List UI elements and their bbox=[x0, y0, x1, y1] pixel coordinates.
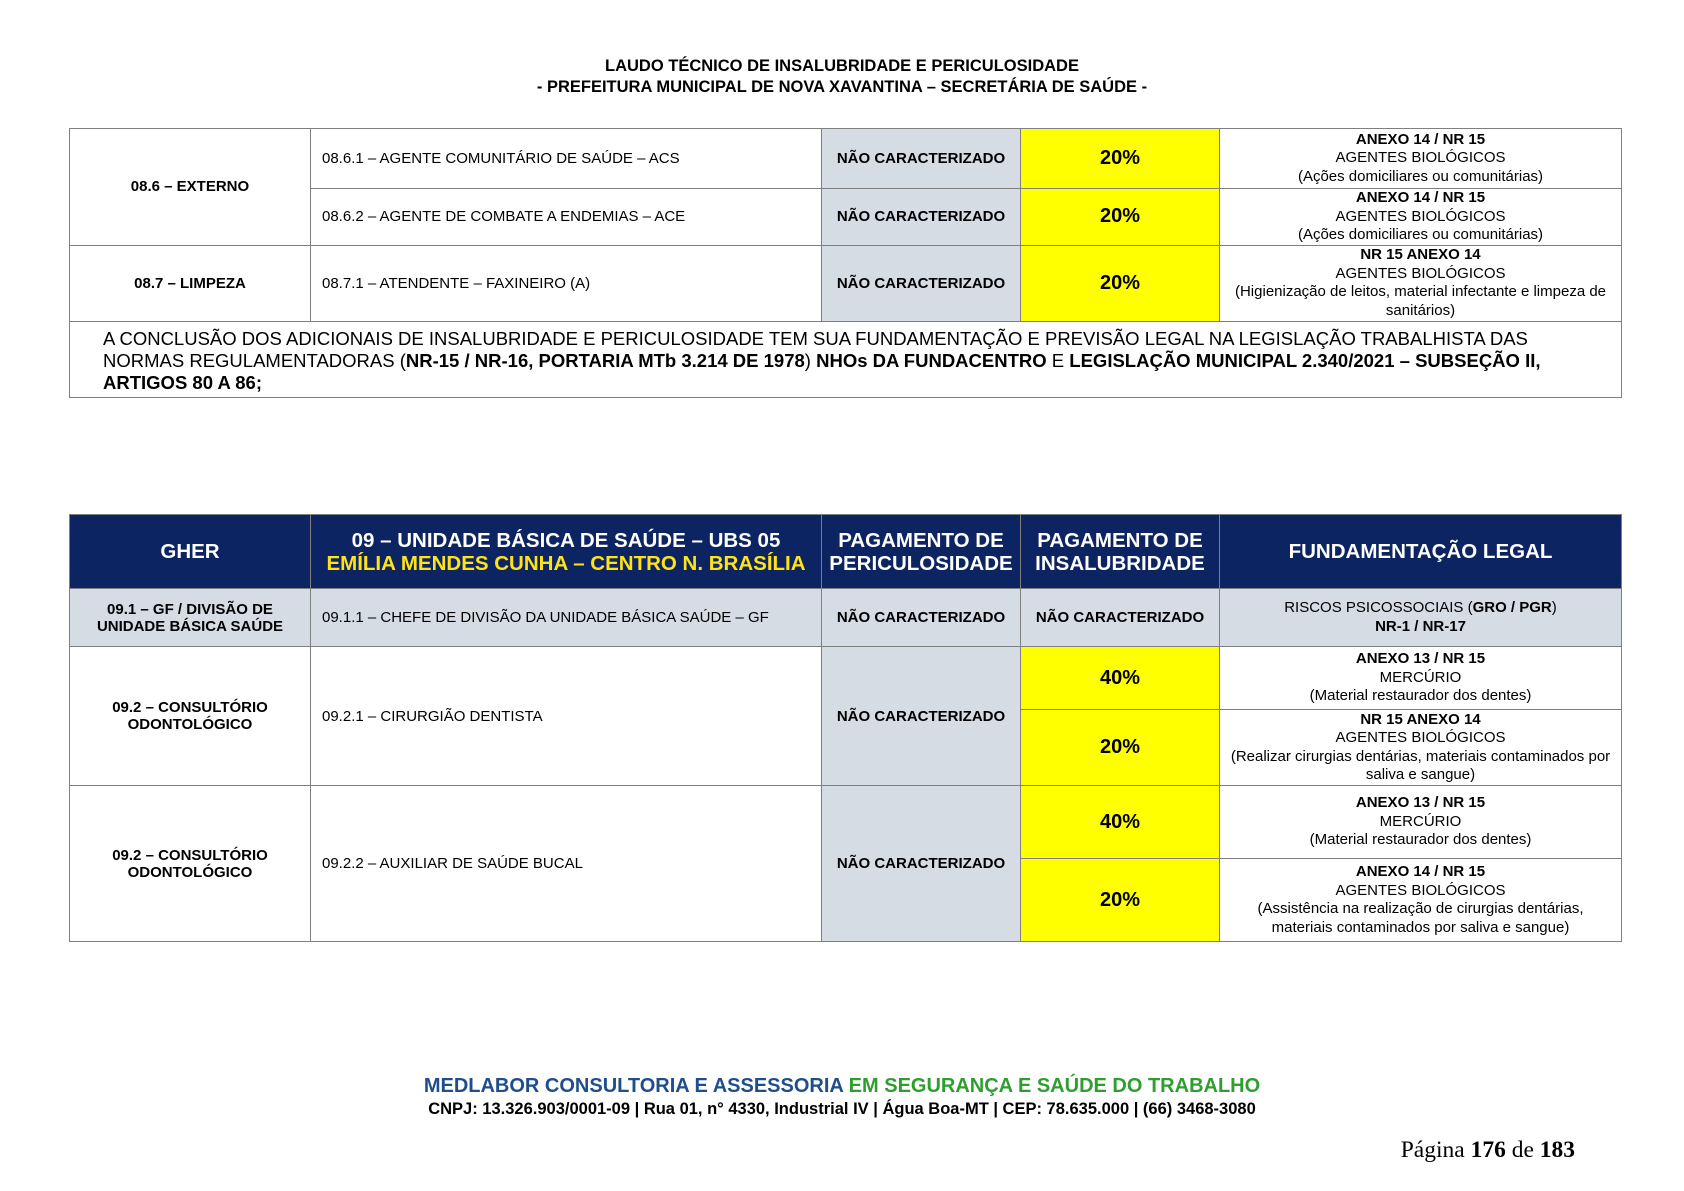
conclusion-part: E bbox=[1046, 349, 1070, 371]
insalubridade-cell: 20% bbox=[1021, 710, 1220, 786]
legal-line: AGENTES BIOLÓGICOS bbox=[1335, 149, 1506, 167]
insalubridade-cell: 20% bbox=[1021, 859, 1220, 942]
legal-line: AGENTES BIOLÓGICOS bbox=[1335, 207, 1506, 225]
document-footer bbox=[0, 1074, 1684, 1120]
periculosidade-cell: NÃO CARACTERIZADO bbox=[822, 786, 1021, 942]
page-separator: de bbox=[1511, 1137, 1534, 1163]
legal-cell bbox=[1220, 786, 1622, 859]
gher-cell: 08.7 – LIMPEZA bbox=[70, 245, 311, 321]
legal-cell bbox=[1220, 710, 1622, 786]
footer-company-area: EM SEGURANÇA E SAÚDE DO TRABALHO bbox=[848, 1075, 1261, 1097]
legal-cell bbox=[1220, 189, 1622, 246]
gher-cell: 09.1 – GF / DIVISÃO DE UNIDADE BÁSICA SAÚDE bbox=[70, 589, 311, 647]
gher-cell: 09.2 – CONSULTÓRIO ODONTOLÓGICO bbox=[70, 647, 311, 786]
col-header-periculosidade: PAGAMENTO DE PERICULOSIDADE bbox=[822, 515, 1021, 589]
legal-bold: ANEXO 14 / NR 15 bbox=[1355, 863, 1486, 880]
legal-line: (Higienização de leitos, material infectante e limpeza de sanitários) bbox=[1234, 283, 1607, 319]
funcao-cell: 08.6.2 – AGENTE DE COMBATE A ENDEMIAS – ACE bbox=[311, 189, 822, 246]
gher-cell: 08.6 – EXTERNO bbox=[70, 129, 311, 246]
table-row bbox=[70, 589, 1622, 647]
conclusion-bold: NR-15 / NR-16, PORTARIA MTb 3.214 DE 1978 bbox=[405, 349, 805, 371]
col-header-legal: FUNDAMENTAÇÃO LEGAL bbox=[1220, 515, 1622, 589]
legal-cell bbox=[1220, 647, 1622, 710]
page-current: 176 bbox=[1470, 1137, 1506, 1163]
conclusion-text bbox=[70, 321, 1622, 397]
legal-part: ) bbox=[1551, 599, 1557, 616]
legal-line: (Ações domiciliares ou comunitárias) bbox=[1297, 226, 1544, 243]
legal-line: MERCÚRIO bbox=[1379, 668, 1462, 686]
header-subtitle: - PREFEITURA MUNICIPAL DE NOVA XAVANTINA – SECRETÁRIA DE SAÚDE - bbox=[536, 78, 1148, 96]
legal-cell bbox=[1220, 245, 1622, 321]
page-label: Página bbox=[1400, 1137, 1465, 1163]
footer-company bbox=[0, 1074, 1684, 1098]
legal-line bbox=[1226, 599, 1615, 618]
legal-bold: NR 15 ANEXO 14 bbox=[1360, 246, 1481, 263]
unit-title: 09 – UNIDADE BÁSICA DE SAÚDE – UBS 05 bbox=[351, 528, 781, 552]
page-number bbox=[1401, 1137, 1575, 1164]
legal-part: RISCOS PSICOSSOCIAIS ( bbox=[1284, 599, 1473, 616]
header-title: LAUDO TÉCNICO DE INSALUBRIDADE E PERICULOSIDADE bbox=[605, 57, 1079, 75]
insalubridade-cell: NÃO CARACTERIZADO bbox=[1021, 589, 1220, 647]
legal-line: AGENTES BIOLÓGICOS bbox=[1335, 729, 1506, 746]
col-header-unit bbox=[311, 515, 822, 589]
legal-cell bbox=[1220, 859, 1622, 942]
funcao-cell: 09.1.1 – CHEFE DE DIVISÃO DA UNIDADE BÁSICA SAÚDE – GF bbox=[311, 589, 822, 647]
table-row bbox=[70, 786, 1622, 859]
col-header-insalubridade: PAGAMENTO DE INSALUBRIDADE bbox=[1021, 515, 1220, 589]
table-row bbox=[70, 129, 1622, 189]
insalubridade-cell: 40% bbox=[1021, 786, 1220, 859]
page-total: 183 bbox=[1539, 1137, 1575, 1163]
legal-cell bbox=[1220, 589, 1622, 647]
conclusion-bold: NHOs DA FUNDACENTRO bbox=[816, 349, 1047, 371]
periculosidade-cell: NÃO CARACTERIZADO bbox=[822, 589, 1021, 647]
funcao-cell: 08.6.1 – AGENTE COMUNITÁRIO DE SAÚDE – ACS bbox=[311, 129, 822, 189]
footer-company-name: MEDLABOR CONSULTORIA E ASSESSORIA bbox=[423, 1075, 844, 1097]
funcao-cell: 09.2.2 – AUXILIAR DE SAÚDE BUCAL bbox=[311, 786, 822, 942]
col-header-gher: GHER bbox=[70, 515, 311, 589]
legal-bold: ANEXO 14 / NR 15 bbox=[1355, 130, 1486, 148]
table-ubs-05 bbox=[69, 514, 1622, 942]
table-row bbox=[70, 647, 1622, 710]
conclusion-part: ) bbox=[804, 349, 817, 371]
periculosidade-cell: NÃO CARACTERIZADO bbox=[822, 647, 1021, 786]
legal-bold: ANEXO 14 / NR 15 bbox=[1355, 189, 1486, 206]
legal-bold: NR-1 / NR-17 bbox=[1375, 617, 1466, 635]
legal-line: (Realizar cirurgias dentárias, materiais contaminados por saliva e sangue) bbox=[1230, 747, 1611, 783]
insalubridade-cell: 20% bbox=[1021, 245, 1220, 321]
legal-line: MERCÚRIO bbox=[1379, 812, 1462, 830]
insalubridade-cell: 20% bbox=[1021, 129, 1220, 189]
legal-line: (Assistência na realização de cirurgias dentárias, materiais contaminados por saliva e sangue) bbox=[1257, 900, 1584, 936]
legal-bold: ANEXO 13 / NR 15 bbox=[1355, 650, 1486, 668]
document-header bbox=[0, 56, 1684, 98]
legal-line: (Ações domiciliares ou comunitárias) bbox=[1297, 167, 1544, 185]
insalubridade-cell: 20% bbox=[1021, 189, 1220, 246]
footer-address: CNPJ: 13.326.903/0001-09 | Rua 01, n° 4330, Industrial IV | Água Boa-MT | CEP: 78.635.000 | (66) 3468-3080 bbox=[428, 1100, 1256, 1118]
table-row bbox=[70, 245, 1622, 321]
legal-bold: GRO / PGR bbox=[1472, 599, 1552, 616]
legal-line: (Material restaurador dos dentes) bbox=[1309, 831, 1532, 849]
legal-bold: NR 15 ANEXO 14 bbox=[1360, 710, 1481, 728]
periculosidade-cell: NÃO CARACTERIZADO bbox=[822, 129, 1021, 189]
table-externo-limpeza bbox=[69, 128, 1622, 398]
periculosidade-cell: NÃO CARACTERIZADO bbox=[822, 245, 1021, 321]
legal-line: AGENTES BIOLÓGICOS bbox=[1335, 881, 1506, 899]
legal-line: (Material restaurador dos dentes) bbox=[1309, 687, 1532, 705]
legal-bold: ANEXO 13 / NR 15 bbox=[1355, 794, 1486, 812]
funcao-cell: 08.7.1 – ATENDENTE – FAXINEIRO (A) bbox=[311, 245, 822, 321]
conclusion-bold: LEGISLAÇÃO MUNICIPAL 2.340/2021 – SUBSEÇÃO II, ARTIGOS 80 A 86; bbox=[103, 349, 1541, 393]
funcao-cell: 09.2.1 – CIRURGIÃO DENTISTA bbox=[311, 647, 822, 786]
unit-subtitle: EMÍLIA MENDES CUNHA – CENTRO N. BRASÍLIA bbox=[326, 551, 806, 575]
conclusion-row bbox=[70, 321, 1622, 397]
gher-cell: 09.2 – CONSULTÓRIO ODONTOLÓGICO bbox=[70, 786, 311, 942]
insalubridade-cell: 40% bbox=[1021, 647, 1220, 710]
periculosidade-cell: NÃO CARACTERIZADO bbox=[822, 189, 1021, 246]
header-row bbox=[70, 515, 1622, 589]
legal-cell bbox=[1220, 129, 1622, 189]
legal-line: AGENTES BIOLÓGICOS bbox=[1335, 264, 1506, 282]
conclusion-part: A CONCLUSÃO DOS ADICIONAIS DE INSALUBRIDADE E PERICULOSIDADE TEM SUA FUNDAMENTAÇÃO E PREVISÃO LEGAL NA LEGISLAÇÃO TRABALHISTA DAS NORMAS REGULAMENTADORAS ( bbox=[103, 327, 1528, 371]
